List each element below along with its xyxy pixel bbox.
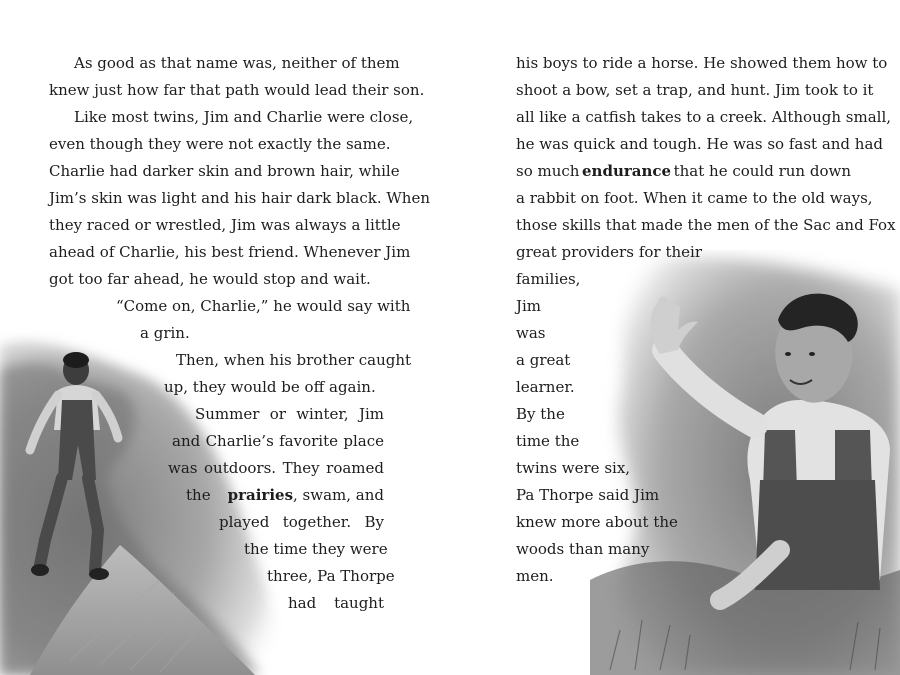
text-line: shoot a bow, set a trap, and hunt. Jim took to it (516, 81, 874, 99)
text-line: a grin. (140, 324, 190, 342)
text-line: families, (516, 270, 581, 288)
text-line: “Come on, Charlie,” he would say with (116, 297, 411, 315)
text-line: played together. By (219, 513, 384, 531)
text-line: learner. (516, 378, 575, 396)
text-line: those skills that made the men of the Sac and Fox (516, 216, 896, 234)
text-line: was outdoors. They roamed (168, 459, 384, 477)
text-line: got too far ahead, he would stop and wait. (49, 270, 371, 288)
text-fragment: that he could run down (673, 162, 851, 180)
text-line: a great (516, 351, 571, 369)
text-line: three, Pa Thorpe (267, 567, 395, 585)
illustration-waving-boy (590, 250, 900, 675)
text-line: knew just how far that path would lead their son. (49, 81, 425, 99)
text-line: even though they were not exactly the same. (49, 135, 391, 153)
text-fragment: , swam, and (293, 486, 384, 504)
text-line: Like most twins, Jim and Charlie were close, (74, 108, 414, 126)
text-line: time the (516, 432, 580, 450)
right-page (450, 0, 900, 675)
text-line: and Charlie’s favorite place (172, 432, 384, 450)
text-line: twins were six, (516, 459, 631, 477)
text-line: his boys to ride a horse. He showed them how to (516, 54, 888, 72)
text-line: men. (516, 567, 554, 585)
text-line: great providers for their (516, 243, 702, 261)
text-line: the time they were (244, 540, 388, 558)
text-line: By the (516, 405, 565, 423)
text-line: Pa Thorpe said Jim (516, 486, 660, 504)
text-line: up, they would be off again. (164, 378, 376, 396)
text-line: Charlie had darker skin and brown hair, while (49, 162, 400, 180)
text-fragment: the (186, 486, 211, 504)
text-line-prairies (186, 482, 384, 509)
text-line: had taught (288, 594, 384, 612)
text-line: Then, when his brother caught (176, 351, 412, 369)
text-line: woods than many (516, 540, 650, 558)
text-line: a rabbit on foot. When it came to the old ways, (516, 189, 873, 207)
keyword-endurance: endurance (582, 162, 672, 180)
text-line: he was quick and tough. He was so fast and had (516, 135, 884, 153)
text-line: Jim’s skin was light and his hair dark black. When (49, 189, 430, 207)
text-line: knew more about the (516, 513, 678, 531)
text-line: As good as that name was, neither of them (74, 54, 400, 72)
text-line: they raced or wrestled, Jim was always a little (49, 216, 401, 234)
text-line: ahead of Charlie, his best friend. Whenever Jim (49, 243, 411, 261)
keyword-prairies: prairies (227, 486, 294, 504)
text-line: all like a catfish takes to a creek. Although small, (516, 108, 892, 126)
text-line: Jim (516, 297, 542, 315)
text-line-endurance (516, 158, 851, 185)
text-line: was (516, 324, 546, 342)
text-line: Summer or winter, Jim (195, 405, 384, 423)
text-fragment: so much (516, 162, 580, 180)
